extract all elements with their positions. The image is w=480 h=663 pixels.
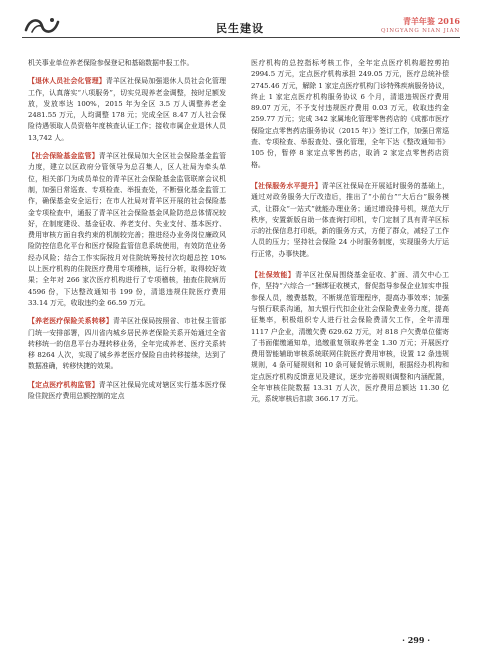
right-column (251, 58, 449, 413)
paragraph (251, 58, 449, 171)
paragraph-text: 青羊区社保局在开展延时服务的基础上，通过对政务服务大厅改造后，推出了“小前台”“大后台”服务模式，让群众“一站式”就能办理业务；通过增设排号机，规范大厅秩序，安置新版自助一体查询打印机，专门定制了具有青羊区标示的社保信息打印纸，新的服务方式，方便了群众，减轻了工作人员的压力；坚持社会保险 24 小时服务制度，实现服务大厅运行正常，办事快捷。 (251, 181, 449, 258)
section-heading: 【定点医疗机构监管】 (28, 380, 99, 389)
yearbook-title: 青羊年鉴 2016 (402, 16, 460, 26)
paragraph (28, 380, 226, 403)
section-title: 民生建设 (216, 22, 264, 35)
paragraph (28, 76, 226, 144)
section-heading: 【社会保险基金监管】 (28, 152, 99, 161)
paragraph (28, 58, 226, 69)
paragraph (251, 181, 449, 260)
paragraph (28, 151, 226, 309)
paragraph-text: 青羊区社保局加强退休人员社会化管理工作，认真落实“八项服务”，切实兑现养老金调整，按时足额发放，发放率达 100%，2015 年为全区 3.5 万人调整养老金 2481.55 万元，人均调整 178 元；完成全区 8.47 万人社会保险待遇领取人员资格年度核查认证工作；接收市属企业退休人员 13,742 人。 (28, 77, 226, 142)
section-heading: 【社保服务水平提升】 (251, 181, 322, 190)
section-heading: 【社保效能】 (251, 271, 296, 280)
page-number: · 299 · (402, 635, 430, 645)
section-heading: 【养老医疗保险关系转移】 (28, 317, 113, 326)
yearbook-pinyin: QINGYANG NIAN JIAN (380, 28, 460, 34)
paragraph-text: 机关事业单位养老保险参保登记和基础数据申报工作。 (28, 59, 194, 67)
header-divider (22, 37, 460, 38)
paragraph-text: 医疗机构的总控指标考核工作，全年定点医疗机构超控剪拍 2994.5 万元，定点医疗机构承担 249.05 万元，医疗总统补偿 2745.46 万元，解除 1 家定点医疗机构门诊特殊疾病服务协议，终止 1 家定点医疗机构服务协议 6 个月，清退违规医疗费用 89.07 万元，不予支付违规医疗费用 0.03 万元，收取违约金 259.77 万元；完成 342 家属地化管理零售药店的《成都市医疗保险定点零售药店服务协议（2015 年）》签订工作，加强日常巡查、专项检查、举报查处、强化管理，全年下达《整改通知书》105 份，暂停 8 家定点零售药店，取消 2 家定点零售药店资格。 (251, 59, 449, 169)
paragraph-text: 青羊区社保局围绕基金征收、扩面、清欠中心工作，坚持“六综合一”捆绑征收模式，督促指导参保企业加实申报参保人员，缴费基数，不断规范管理程序，提高办事效率；加强与银行联系沟通，加大银行代扣企业社会保险费业务力度，提高征集率，积极组织专人进行社会保险费清欠工作，全年清理 1117 户企业，清缴欠费 629.62 万元，对 818 户欠费单位催寄了书面催缴通知单，追缴重复领取养老金 1.30 万元；开展医疗费用智能辅助审核系统联网住院医疗费用审核，设置 12 条违规规则，4 条可疑规则和 10 条可疑促销示规则，根据经办机构和定点医疗机构反馈意见及建议，逐步完善规则调整和内涵配置，全年审核住院数据 13.31 万人次，医疗费用总额达 11.30 亿元，系统审核后扣款 366.17 万元。 (251, 271, 450, 404)
paragraph-text: 青羊区社保局完成对辖区实行基本医疗保险住院医疗费用总额控制的定点 (28, 380, 226, 401)
paragraph (28, 316, 226, 372)
left-column (28, 58, 226, 409)
paragraph-text: 青羊区社保局按照省、市社保主管部门统一安排部署，四川省内城乡居民养老保险关系开始通过全省转移统一的信息平台办理转移业务，全年完成养老、医疗关系转移 8264 人次，实现了城乡养老医疗保险自由转移接续，达到了数据准确，转移快捷的效果。 (28, 317, 226, 371)
paragraph (251, 270, 449, 406)
section-heading: 【退休人员社会化管理】 (28, 77, 106, 86)
paragraph-text: 青羊区社保局加大全区社会保险基金监管力度，建立以区政府分管领导为总召集人，区人社局为牵头单位，相关部门为成员单位的青羊区社会保险基金监管联席会议机制，加强日常巡查、专项检查、举报查处，不断强化基金监管工作，确保基金安全运行；在市人社局对青羊区开展的社会保险基金专项检查中，通报了青羊区社会保险基金风险防范总体情况较好，在制度建设、基金征收、养老支付、失业支付、基本医疗、费用审核方面自我约束的机制较完善；推进经办业务岗位廉政风险防控信息化平台和医疗保险监管信息系统使用，有效防范业务经办风险；结合工作实际按月对住院统筹按付次均超总控 10% 以上医疗机构的住院医疗费用专项稽核，运行分析，取得较好效果；全年对 266 家次医疗机构进行了专项稽核，抽查住院病历 4596 份，下达整改通知书 199 份，清退违规住院医疗费用 33.14 万元，收取违约金 66.59 万元。 (28, 152, 226, 307)
